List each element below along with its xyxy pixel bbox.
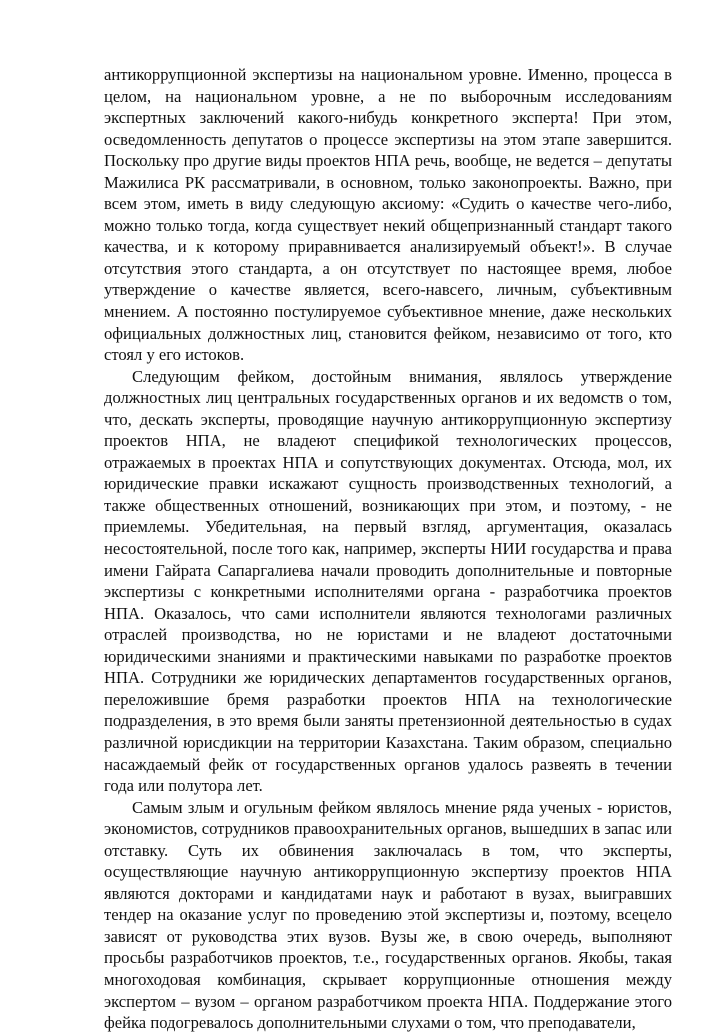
paragraph-2: Следующим фейком, достойным внимания, являлось утверждение должностных лиц центральных государственных органов и их ведомств о том, что, дескать эксперты, проводящие научную антикоррупционную экспертизу проектов НПА, не владеют спецификой технологических процессов, отражаемых в проектах НПА и сопутствующих документах. Отсюда, мол, их юридические правки искажают сущность производственных технологий, а также общественных отношений, возникающих при этом, и поэтому, - не приемлемы. Убедительная, на первый взгляд, аргументация, оказалась несостоятельной, после того как, например, эксперты НИИ государства и права имени Гайрата Сапаргалиева начали проводить дополнительные и повторные экспертизы с конкретными исполнителями органа - разработчика проектов НПА. Оказалось, что сами исполнители являются технологами различных отраслей производства, но не юристами и не владеют достаточными юридическими знаниями и практическими навыками по разработке проектов НПА. Сотрудники же юридических департаментов государственных органов, переложившие бремя разработки проектов НПА на технологические подразделения, в это время были заняты претензионной деятельностью в судах различной юрисдикции на территории Казахстана. Таким образом, специально насаждаемый фейк от государственных органов удалось развеять в течении года или полутора лет. [104, 366, 672, 796]
paragraph-1: антикоррупционной экспертизы на национальном уровне. Именно, процесса в целом, на национальном уровне, а не по выборочным исследованиям экспертных заключений какого-нибудь конкретного эксперта! При этом, осведомленность депутатов о процессе экспертизы на этом этапе завершится. Поскольку про другие виды проектов НПА речь, вообще, не ведется – депутаты Мажилиса РК рассматривали, в основном, только законопроекты. Важно, при всем этом, иметь в виду следующую аксиому: «Судить о качестве чего-либо, можно только тогда, когда существует некий общепризнанный стандарт такого качества, и к которому приравнивается анализируемый объект!». В случае отсутствия этого стандарта, а он отсутствует по настоящее время, любое утверждение о качестве является, всего-навсего, личным, субъективным мнением. А постоянно постулируемое субъективное мнение, даже нескольких официальных должностных лиц, становится фейком, независимо от того, кто стоял у его истоков. [104, 65, 672, 365]
document-page [104, 64, 672, 1034]
paragraph-3: Самым злым и огульным фейком являлось мнение ряда ученых - юристов, экономистов, сотрудников правоохранительных органов, вышедших в запас или отставку. Суть их обвинения заключалась в том, что эксперты, осуществляющие научную антикоррупционную экспертизу проектов НПА являются докторами и кандидатами наук и работают в вузах, выигравших тендер на оказание услуг по проведению этой экспертизы и, поэтому, всецело зависят от руководства этих вузов. Вузы же, в свою очередь, выполняют просьбы разработчиков проектов, т.е., государственных органов. Якобы, такая многоходовая комбинация, скрывает коррупционные отношения между экспертом – вузом – органом разработчиком проекта НПА. Поддержание этого фейка подогревалось дополнительными слухами о том, что преподаватели, [104, 797, 672, 1033]
